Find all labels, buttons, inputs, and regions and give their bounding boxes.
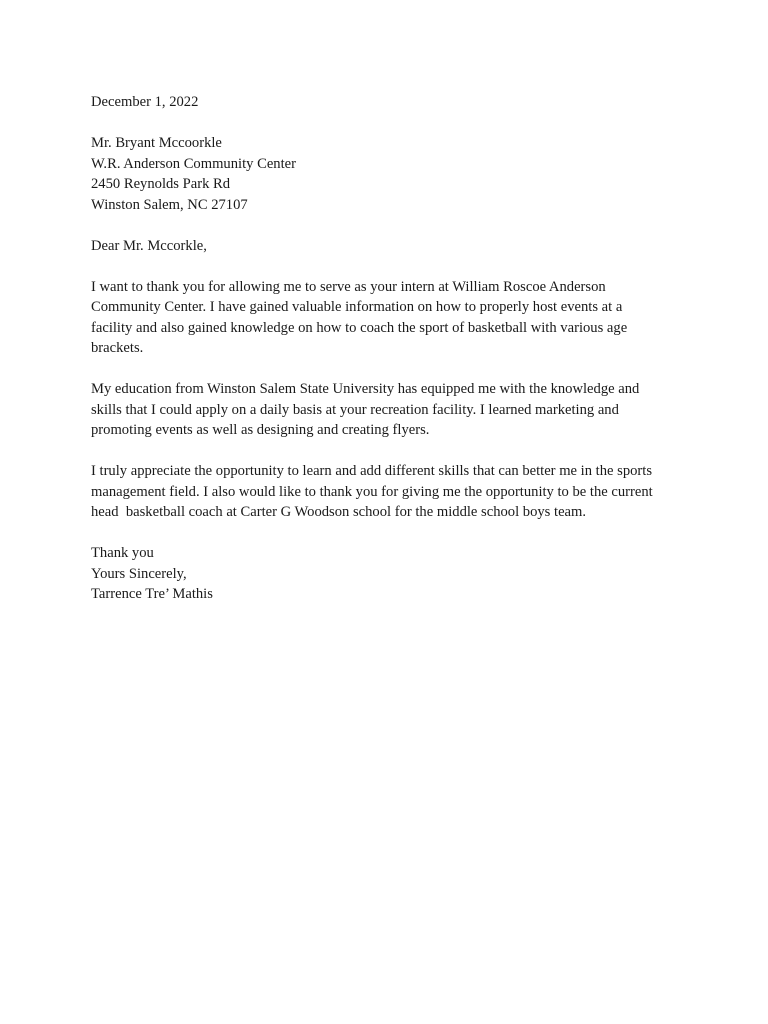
spacer: [91, 523, 691, 544]
salutation: Dear Mr. Mccorkle,: [91, 237, 207, 254]
recipient-name: Mr. Bryant Mccoorkle: [91, 135, 222, 151]
closing-thanks: Thank you: [91, 545, 154, 561]
spacer: [91, 256, 691, 277]
paragraph-line: head basketball coach at Carter G Woodson school for the middle school boys team.: [91, 504, 587, 520]
paragraph-line: I want to thank you for allowing me to serve as your intern at William Roscoe Anderson: [91, 278, 606, 295]
spacer: [91, 441, 691, 462]
body-paragraph-2: [91, 379, 691, 441]
paragraph-line: I truly appreciate the opportunity to learn and add different skills that can better me in the sports: [91, 463, 653, 479]
closing-sign-off: Yours Sincerely,: [91, 565, 187, 582]
signature-name: Tarrence Tre’ Mathis: [91, 586, 213, 602]
paragraph-line: skills that I could apply on a daily basis at your recreation facility. I learned marketing and: [91, 401, 619, 418]
body-paragraph-1: [91, 277, 691, 359]
paragraph-line: Community Center. I have gained valuable information on how to properly host events at a: [91, 299, 623, 315]
paragraph-line: management field. I also would like to thank you for giving me the opportunity to be the current: [91, 483, 653, 500]
recipient-city-state-zip: Winston Salem, NC 27107: [91, 196, 248, 213]
spacer: [91, 215, 691, 236]
paragraph-line: facility and also gained knowledge on how to coach the sport of basketball with various age: [91, 319, 628, 336]
paragraph-line: promoting events as well as designing and creating flyers.: [91, 422, 430, 438]
recipient-organization: W.R. Anderson Community Center: [91, 155, 296, 172]
spacer: [91, 113, 691, 134]
spacer: [91, 359, 691, 380]
paragraph-line: My education from Winston Salem State University has equipped me with the knowledge and: [91, 381, 640, 397]
recipient-street: 2450 Reynolds Park Rd: [91, 176, 231, 192]
paragraph-line: brackets.: [91, 340, 144, 356]
letter-page: [91, 92, 691, 605]
closing-block: [91, 543, 691, 605]
body-paragraph-3: [91, 461, 691, 523]
letter-date: December 1, 2022: [91, 94, 199, 110]
recipient-address: [91, 133, 691, 215]
